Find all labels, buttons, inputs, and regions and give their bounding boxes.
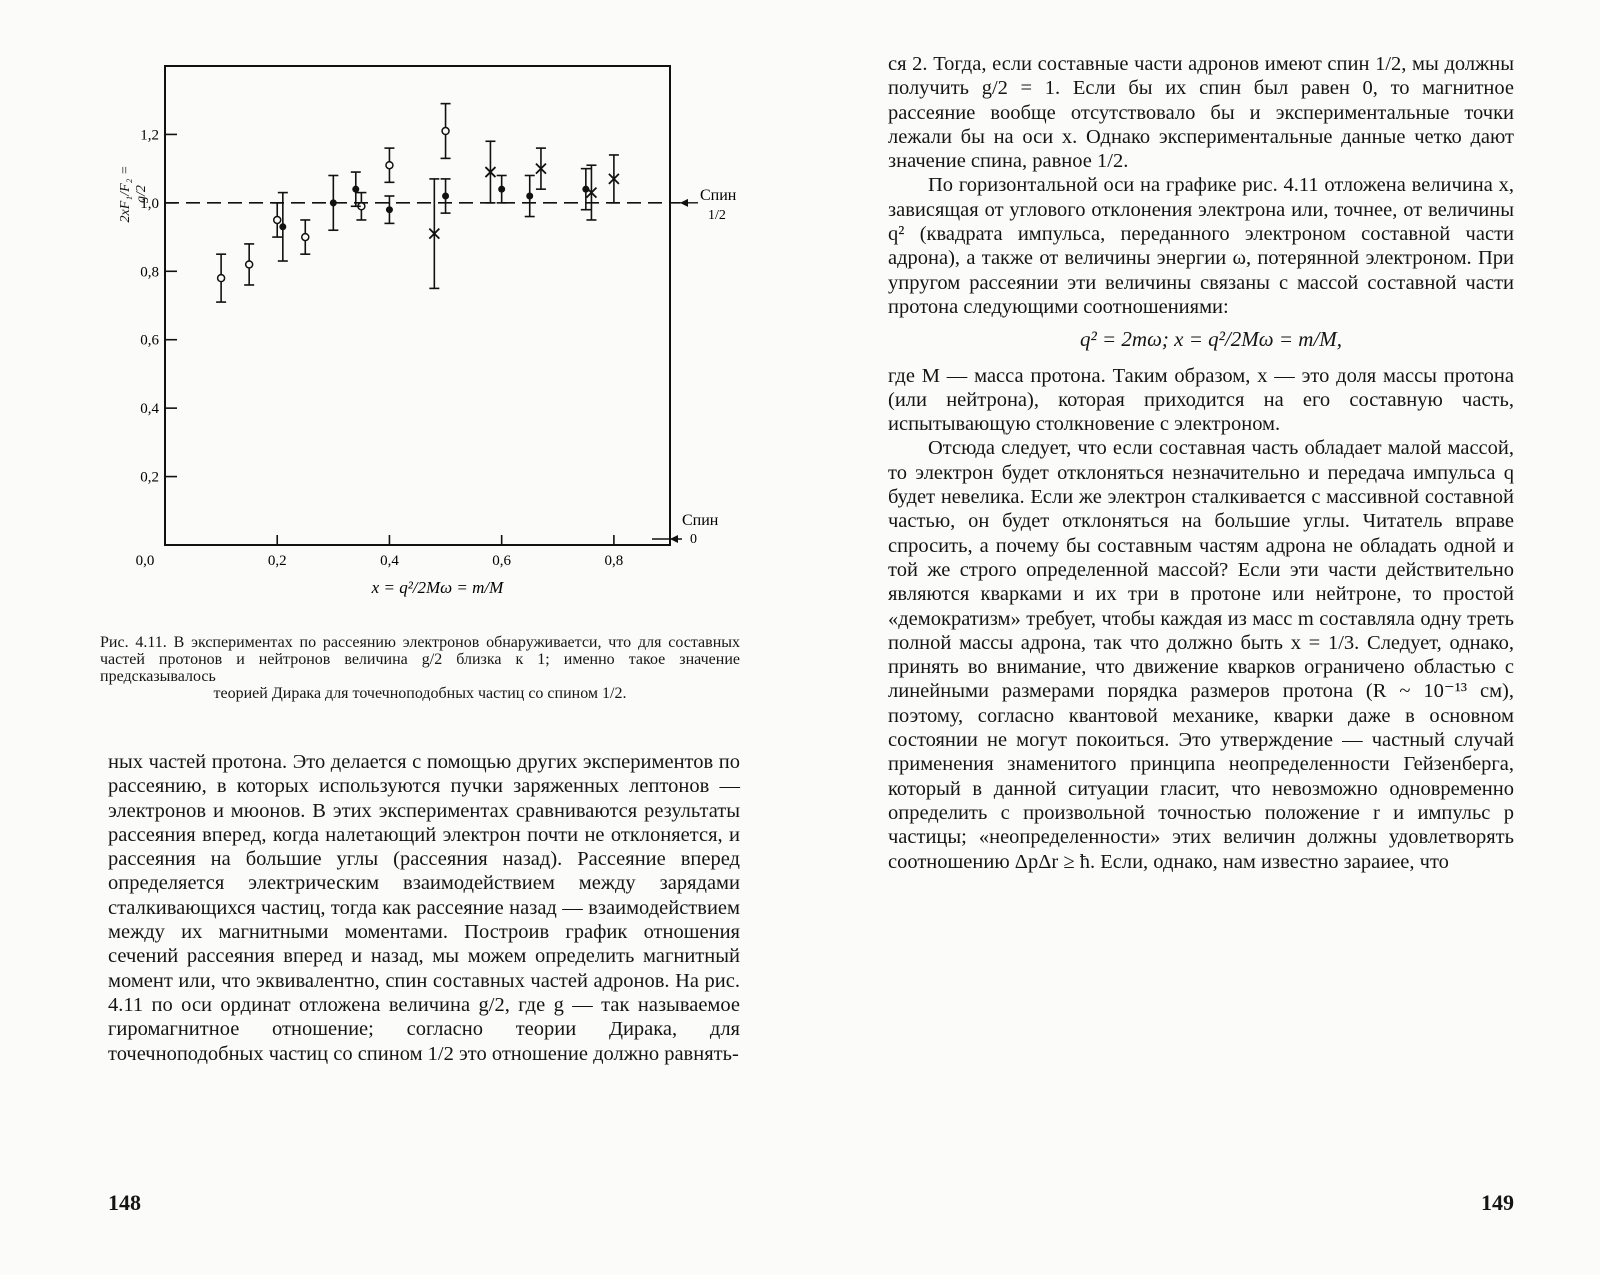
- y-tick-label: 0,2: [140, 469, 159, 486]
- data-point-open: [302, 234, 309, 241]
- x-tick-label: 0,8: [604, 553, 624, 569]
- y-tick-label: 1,0: [140, 195, 159, 212]
- x-tick-label: 0,6: [492, 553, 512, 569]
- y-tick-label: 0,4: [140, 401, 159, 418]
- spin-zero-value: 0: [690, 532, 697, 547]
- formula: q² = 2mω; x = q²/2Mω = m/M,: [1079, 327, 1343, 352]
- spin-half-label: Спин: [700, 186, 737, 204]
- paragraph: По горизонтальной оси на графике рис. 4.11 отложена величина x, зависящая от углового отклонения электрона или, точнее, от величины q² (квадрата импульса, переданного электроном составной части адрона), а также от величины энергии ω, потерянной электроном. При упругом рассеянии эти величины связаны с массой составной части протона следующими соотношениями:: [888, 174, 1514, 318]
- x-tick-label: 0,4: [380, 553, 399, 569]
- spin-half-value: 1/2: [708, 207, 726, 223]
- data-point-filled: [352, 186, 359, 193]
- x-axis-label: x = q²/2Mω = m/M: [371, 578, 504, 597]
- spin-half-arrowhead-icon: [680, 199, 688, 207]
- spin-zero-label: Спин: [682, 512, 719, 529]
- left-body-text: [108, 750, 740, 1066]
- caption-last-line: теорией Дирака для точечноподобных частиц со спином 1/2.: [213, 685, 627, 702]
- data-point-open: [274, 216, 281, 223]
- data-point-filled: [526, 193, 533, 200]
- caption-lead: Рис. 4.11.: [100, 634, 167, 651]
- data-point-filled: [279, 223, 286, 230]
- data-point-open: [442, 128, 449, 135]
- data-point-open: [218, 275, 225, 282]
- y-axis-label: 2xF₁/F₂ = g/2: [118, 165, 149, 223]
- spin-zero-arrowhead-icon: [670, 535, 678, 543]
- figure-4-11: [105, 48, 745, 618]
- data-point-filled: [498, 186, 505, 193]
- page-number-right: 149: [1481, 1190, 1514, 1215]
- x-tick-label: 0,0: [135, 553, 155, 569]
- caption-body: В экспериментах по рассеянию электронов обнаруживаетси, что для составных частей протонов и нейтронов величина g/2 близка к 1; именно такое значение предсказывалось: [100, 634, 741, 685]
- data-point-filled: [330, 199, 337, 206]
- paragraph: где M — масса протона. Таким образом, x — это доля массы протона (или нейтрона), которая приходится на его составную часть, испытывающую столкновение с электроном.: [888, 364, 1514, 436]
- y-tick-label: 0,8: [140, 264, 159, 281]
- chart: [105, 48, 745, 618]
- page-number-left: 148: [108, 1190, 141, 1215]
- data-point-filled: [386, 206, 393, 213]
- x-tick-label: 0,2: [267, 553, 287, 569]
- paragraph: Отсюда следует, что если составная часть обладает малой массой, то электрон будет отклоняться незначительно и передача импульса q будет невелика. Если же электрон сталкивается с массивной составной частью, он будет отклоняться на большие углы. Читатель вправе спросить, а почему бы составным частям адрона не обладать одной и той же строго определенной массой? Если эти части действительно являются кварками и их три в протоне или нейтроне, то простой «демократизм» требует, чтобы каждая из масс m составляла одну треть полной массы адрона, так что должно быть x = 1/3. Следует, однако, принять во внимание, что движение кварков ограничено областью с линейными размерами порядка размеров протона (R ~ 10⁻¹³ см), поэтому, согласно квантовой механике, кварки даже в основном состоянии не могут покоиться. Это утверждение — частный случай применения знаменитого принципа неопределенности Гейзенберга, который в данной ситуации гласит, что невозможно одновременно определить с произвольной точностью положение r и импульс p частицы; «неопределенности» этих величин должны удовлетворять соотношению ΔpΔr ≥ ħ. Если, однако, нам известно зараиее, что: [888, 437, 1514, 873]
- data-point-filled: [442, 193, 449, 200]
- right-page: [800, 0, 1600, 1275]
- plot-frame: [165, 66, 670, 545]
- right-body-text: [888, 52, 1514, 874]
- y-tick-label: 1,2: [140, 127, 159, 144]
- data-point-open: [386, 162, 393, 169]
- paragraph: ся 2. Тогда, если составные части адронов имеют спин 1/2, мы должны получить g/2 = 1. Если бы их спин был равен 0, то магнитное рассеяние вообще отсутствовало бы и экспериментальные точки лежали бы на оси x. Однако экспериментальные данные четко дают значение спина, равное 1/2.: [888, 53, 1514, 173]
- data-point-open: [246, 261, 253, 268]
- paragraph: ных частей протона. Это делается с помощью других экспериментов по рассеянию, в которых используются пучки заряженных лептонов — электронов и мюонов. В этих экспериментах сравниваются результаты рассеяния вперед, когда налетающий электрон почти не отклоняется, и рассеяния на большие углы (рассеяния назад). Рассеяние вперед определяется электрическим взаимодействием между зарядами сталкивающихся частиц, тогда как рассеяние назад — взаимодействием между их магнитными моментами. Построив график отношения сечений рассеяния вперед и назад, мы можем определить магнитный момент или, что эквивалентно, спин составных частей адронов. На рис. 4.11 по оси ординат отложена величина g/2, где g — так называемое гиромагнитное отношение; согласно теории Дирака, для точечноподобных частиц со спином 1/2 это отношение должно равнять-: [108, 751, 740, 1065]
- y-tick-label: 0,6: [140, 332, 159, 349]
- figure-caption: [100, 634, 740, 702]
